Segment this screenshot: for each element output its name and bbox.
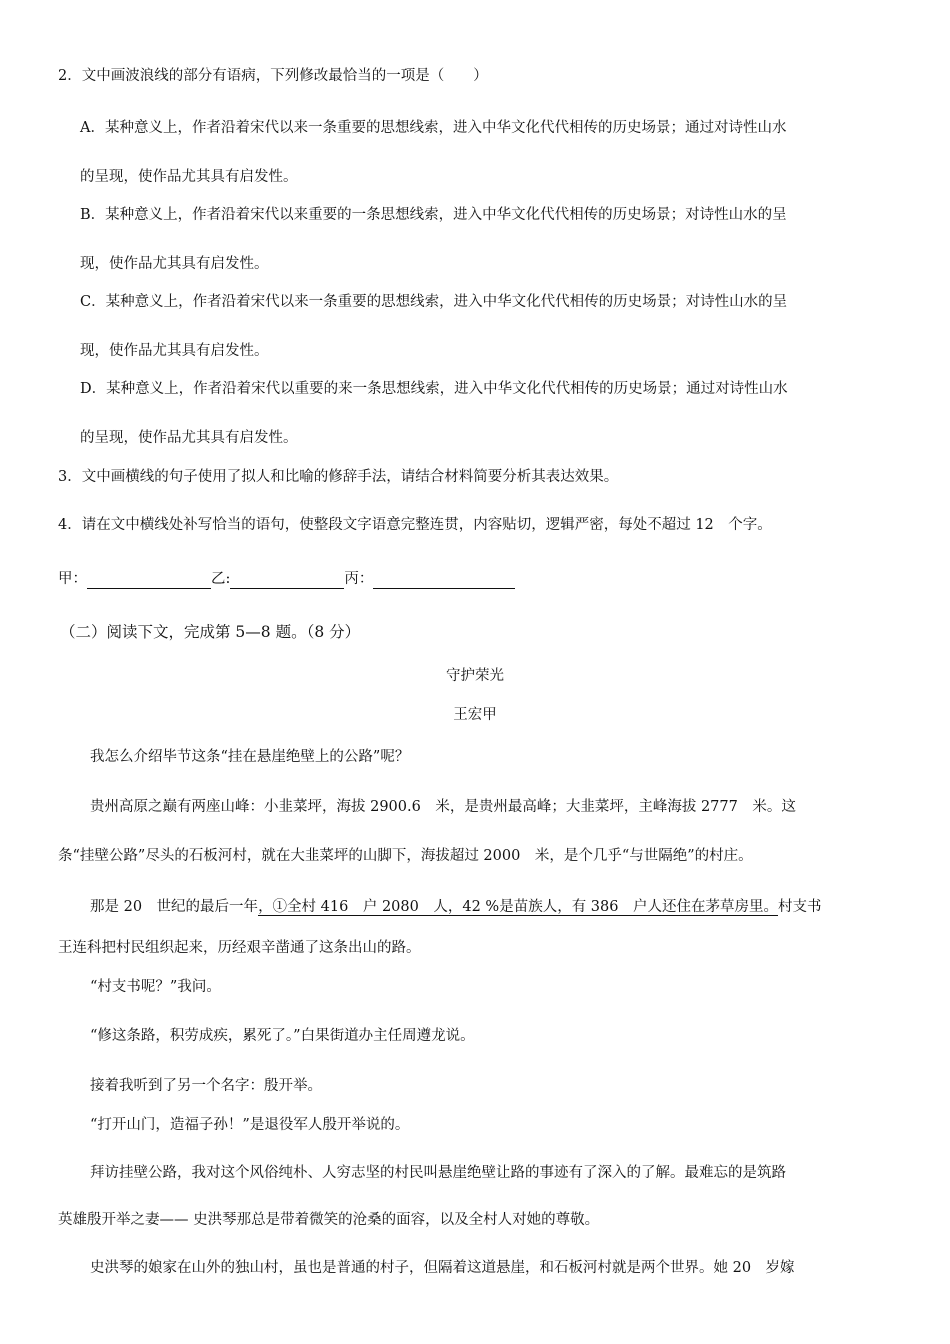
option-a-line2: 的呈现，使作品尤其具有启发性。: [80, 169, 298, 185]
blank-a-line[interactable]: [87, 572, 211, 589]
option-c-line1: C．某种意义上，作者沿着宋代以来一条重要的思想线索，进入中华文化代代相传的历史场景；对诗性山水的呈: [80, 294, 788, 310]
article-title: 守护荣光: [446, 668, 504, 684]
blank-c-label: 丙：: [344, 571, 374, 587]
underlined-sentence-1: ，①全村 416 户 2080 人，42 %是苗族人，有 386 户人还住在茅草房里。: [258, 899, 778, 915]
blank-a-label: 甲：: [58, 571, 87, 587]
paragraph-2-line2: 条“挂壁公路”尽头的石板河村，就在大韭菜坪的山脚下，海拔超过 2000 米，是个几乎“与世隔绝”的村庄。: [58, 848, 753, 864]
paragraph-8-line2: 英雄殷开举之妻—— 史洪琴那总是带着微笑的沧桑的面容，以及全村人对她的尊敬。: [58, 1212, 600, 1228]
option-c-line2: 现，使作品尤其具有启发性。: [80, 343, 269, 359]
section-heading: （二）阅读下文，完成第 5—8 题。（8 分）: [60, 623, 361, 641]
paragraph-3-pre: 那是 20 世纪的最后一年: [90, 899, 259, 915]
paragraph-8-line1: 拜访挂壁公路，我对这个风俗纯朴、人穷志坚的村民叫悬崖绝壁让路的事迹有了深入的了解。最难忘的是筑路: [90, 1165, 786, 1181]
article-author: 王宏甲: [453, 707, 497, 723]
paragraph-9-line1: 史洪琴的娘家在山外的独山村，虽也是普通的村子，但隔着这道悬崖，和石板河村就是两个世界。她 20 岁嫁: [90, 1260, 795, 1276]
answer-blanks: [58, 569, 515, 589]
option-d-line1: D．某种意义上，作者沿着宋代以重要的来一条思想线索，进入中华文化代代相传的历史场景；通过对诗性山水: [80, 381, 788, 397]
option-d-line2: 的呈现，使作品尤其具有启发性。: [80, 430, 298, 446]
paragraph-2-line1: 贵州高原之巅有两座山峰：小韭菜坪，海拔 2900.6 米，是贵州最高峰；大韭菜坪，主峰海拔 2777 米。这: [90, 799, 796, 815]
paragraph-6: 接着我听到了另一个名字：殷开举。: [90, 1078, 322, 1094]
blank-b-line[interactable]: [230, 572, 344, 589]
blank-c-line[interactable]: [373, 572, 515, 589]
paragraph-5: “修这条路，积劳成疾，累死了。”白果街道办主任周遵龙说。: [90, 1028, 475, 1044]
blank-b-label: 乙:: [211, 571, 231, 587]
question-2-stem: 2．文中画波浪线的部分有语病，下列修改最恰当的一项是（ ）: [58, 68, 488, 84]
option-b-line2: 现，使作品尤其具有启发性。: [80, 256, 269, 272]
paragraph-1: 我怎么介绍毕节这条“挂在悬崖绝壁上的公路”呢？: [90, 749, 410, 765]
question-3: 3．文中画横线的句子使用了拟人和比喻的修辞手法，请结合材料简要分析其表达效果。: [58, 469, 619, 485]
option-a-line1: A．某种意义上，作者沿着宋代以来一条重要的思想线索，进入中华文化代代相传的历史场景；通过对诗性山水: [80, 120, 787, 136]
paragraph-3-post: 村支书: [777, 899, 822, 915]
paragraph-3-line2: 王连科把村民组织起来，历经艰辛凿通了这条出山的路。: [58, 940, 421, 956]
paragraph-7: “打开山门，造福子孙！”是退役军人殷开举说的。: [90, 1117, 410, 1133]
option-b-line1: B．某种意义上，作者沿着宋代以来重要的一条思想线索，进入中华文化代代相传的历史场景；对诗性山水的呈: [80, 207, 787, 223]
paragraph-4: “村支书呢？”我问。: [90, 979, 221, 995]
paragraph-3-line1: [90, 897, 821, 917]
question-4: 4．请在文中横线处补写恰当的语句，使整段文字语意完整连贯，内容贴切，逻辑严密，每处不超过 12 个字。: [58, 517, 772, 533]
